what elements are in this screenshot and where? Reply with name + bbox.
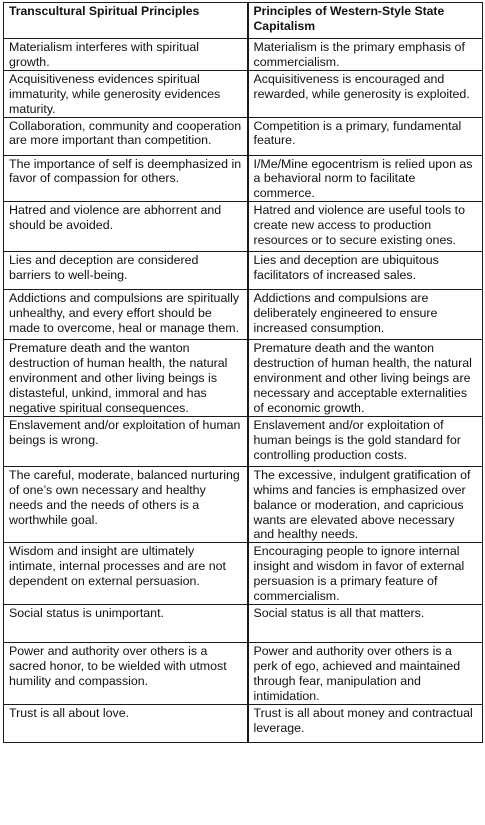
capitalism-principle-cell: Addictions and compulsions are deliberately engineered to ensure increased consumption.	[248, 290, 483, 340]
table-header	[4, 3, 483, 39]
column-header-capitalism: Principles of Western-Style State Capitalism	[248, 3, 483, 39]
header-row	[4, 3, 483, 39]
spiritual-principle-cell: Acquisitiveness evidences spiritual immaturity, while generosity evidences maturity.	[4, 70, 248, 117]
spiritual-principle-cell: Materialism interferes with spiritual growth.	[4, 39, 248, 71]
capitalism-principle-cell: Encouraging people to ignore internal insight and wisdom in favor of external persuasion is a primary feature of commercialism.	[248, 543, 483, 605]
table-row	[4, 416, 483, 466]
capitalism-principle-cell: Acquisitiveness is encouraged and rewarded, while generosity is exploited.	[248, 70, 483, 117]
table-row	[4, 605, 483, 643]
comparison-table	[3, 2, 483, 743]
spiritual-principle-cell: Premature death and the wanton destruction of human health, the natural environment and other living beings is distasteful, unkind, immoral and has negative spiritual consequences.	[4, 340, 248, 417]
spiritual-principle-cell: Wisdom and insight are ultimately intimate, internal processes and are not dependent on external persuasion.	[4, 543, 248, 605]
table-row	[4, 202, 483, 252]
spiritual-principle-cell: Addictions and compulsions are spiritually unhealthy, and every effort should be made to overcome, heal or manage them.	[4, 290, 248, 340]
capitalism-principle-cell: Hatred and violence are useful tools to create new access to production resources or to secure existing ones.	[248, 202, 483, 252]
spiritual-principle-cell: Power and authority over others is a sacred honor, to be wielded with utmost humility and compassion.	[4, 643, 248, 705]
capitalism-principle-cell: I/Me/Mine egocentrism is relied upon as a behavioral norm to facilitate commerce.	[248, 155, 483, 202]
capitalism-principle-cell: Premature death and the wanton destruction of human health, the natural environment and other living beings are necessary and acceptable externalities of economic growth.	[248, 340, 483, 417]
spiritual-principle-cell: The careful, moderate, balanced nurturing of one’s own necessary and healthy needs and the needs of others is a worthwhile goal.	[4, 466, 248, 543]
capitalism-principle-cell: Lies and deception are ubiquitous facilitators of increased sales.	[248, 252, 483, 290]
table-row	[4, 643, 483, 705]
table-row	[4, 155, 483, 202]
spiritual-principle-cell: Hatred and violence are abhorrent and should be avoided.	[4, 202, 248, 252]
capitalism-principle-cell: Materialism is the primary emphasis of commercialism.	[248, 39, 483, 71]
capitalism-principle-cell: Trust is all about money and contractual leverage.	[248, 705, 483, 743]
table-row	[4, 70, 483, 117]
table-row	[4, 466, 483, 543]
spiritual-principle-cell: The importance of self is deemphasized in favor of compassion for others.	[4, 155, 248, 202]
capitalism-principle-cell: Enslavement and/or exploitation of human beings is the gold standard for controlling production costs.	[248, 416, 483, 466]
table-row	[4, 39, 483, 71]
capitalism-principle-cell: Social status is all that matters.	[248, 605, 483, 643]
table-row	[4, 252, 483, 290]
table-row	[4, 340, 483, 417]
table-body	[4, 39, 483, 743]
capitalism-principle-cell: Competition is a primary, fundamental feature.	[248, 117, 483, 155]
table-row	[4, 543, 483, 605]
table-row	[4, 117, 483, 155]
spiritual-principle-cell: Collaboration, community and cooperation are more important than competition.	[4, 117, 248, 155]
capitalism-principle-cell: The excessive, indulgent gratification of whims and fancies is emphasized over balance or moderation, and capricious wants are elevated above necessary and healthy needs.	[248, 466, 483, 543]
capitalism-principle-cell: Power and authority over others is a perk of ego, achieved and maintained through fear, manipulation and intimidation.	[248, 643, 483, 705]
spiritual-principle-cell: Lies and deception are considered barriers to well-being.	[4, 252, 248, 290]
spiritual-principle-cell: Trust is all about love.	[4, 705, 248, 743]
column-header-spiritual: Transcultural Spiritual Principles	[4, 3, 248, 39]
table-row	[4, 290, 483, 340]
spiritual-principle-cell: Enslavement and/or exploitation of human beings is wrong.	[4, 416, 248, 466]
table-row	[4, 705, 483, 743]
spiritual-principle-cell: Social status is unimportant.	[4, 605, 248, 643]
